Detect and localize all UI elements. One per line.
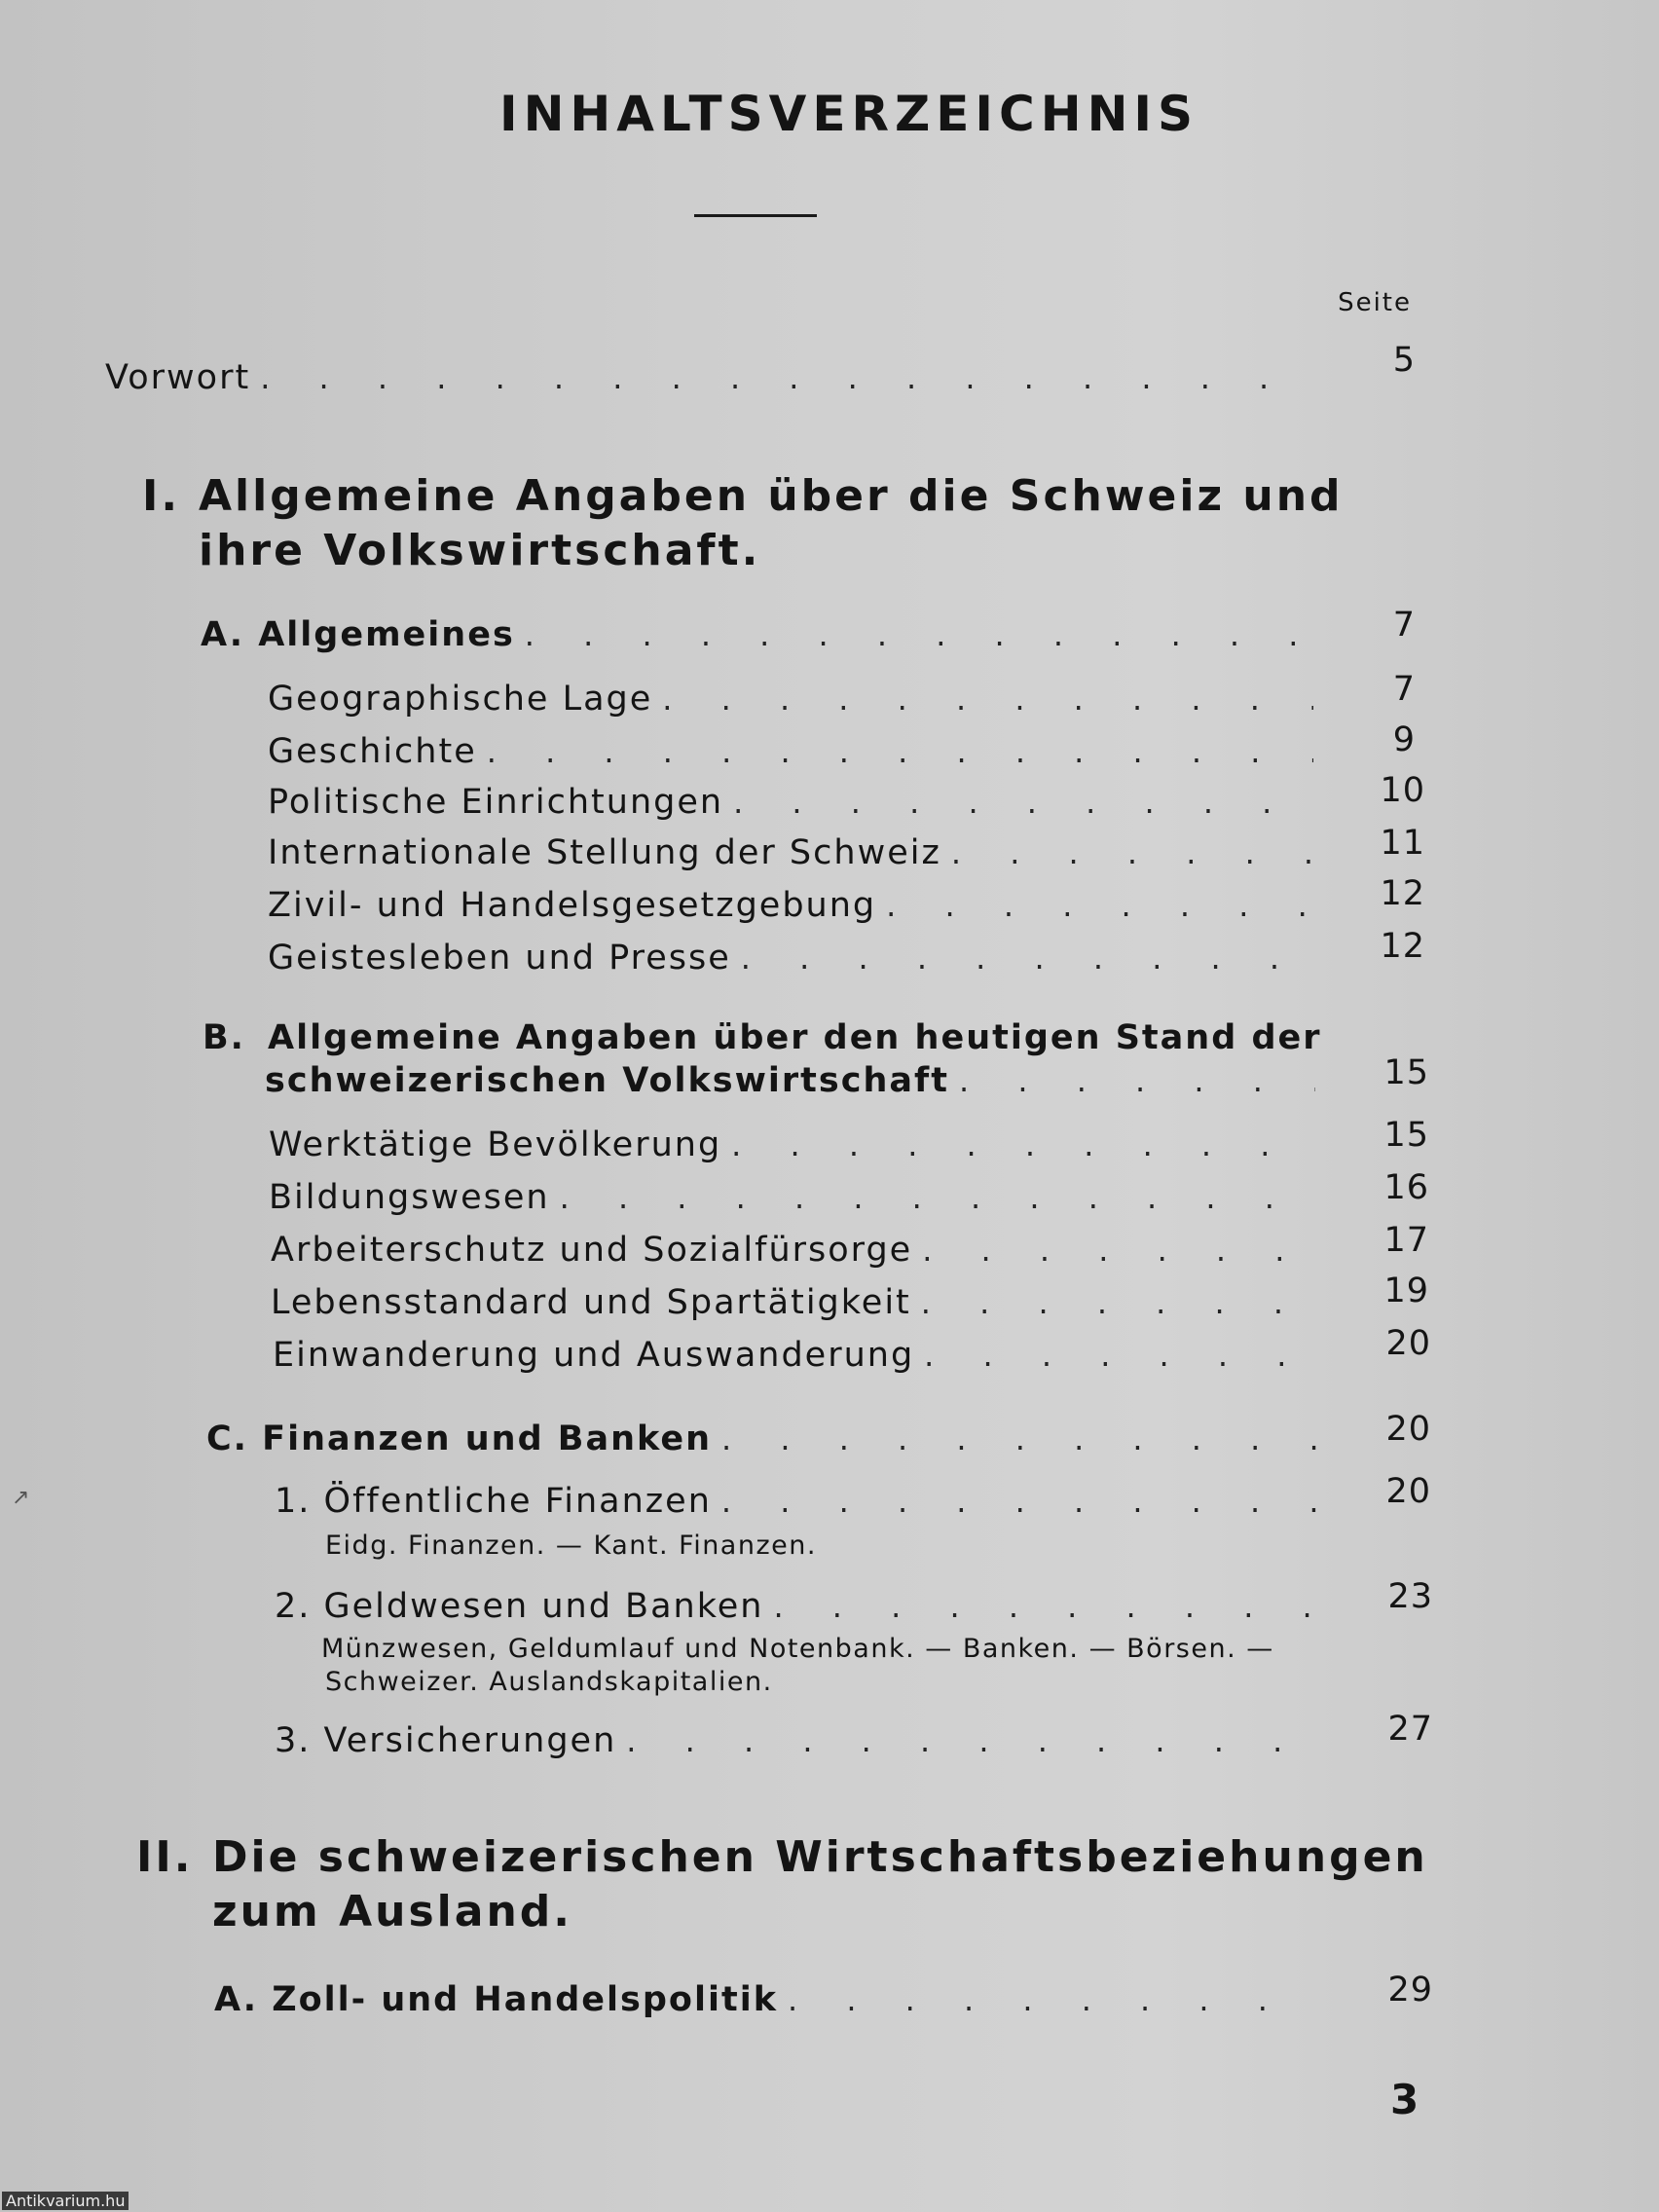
- toc-entry: [268, 680, 1319, 719]
- leader-dots: [773, 1588, 1316, 1625]
- page-title: INHALTSVERZEICHNIS: [498, 86, 1199, 142]
- entry-label: Arbeiterschutz und Sozialfürsorge: [271, 1231, 913, 1270]
- entry-label: Internationale Stellung der Schweiz: [268, 833, 941, 872]
- leader-dots: [924, 1337, 1314, 1374]
- page-ref: 15: [1383, 1053, 1429, 1092]
- toc-entry-section-ii-a: [214, 1980, 1322, 2019]
- part-title-line1: Die schweizerischen Wirtschaftsbeziehungen: [212, 1832, 1428, 1882]
- part-title-line2: zum Ausland.: [212, 1887, 572, 1936]
- title-rule: [694, 214, 817, 217]
- page-ref: 20: [1385, 1324, 1431, 1363]
- toc-entry: [271, 1231, 1320, 1270]
- page-ref: 27: [1387, 1710, 1433, 1749]
- leader-dots: [788, 1981, 1316, 2018]
- toc-entry: [268, 732, 1319, 771]
- entry-label: Geographische Lage: [268, 680, 653, 719]
- page-ref: 20: [1385, 1410, 1431, 1449]
- page-ref: 9: [1392, 720, 1416, 759]
- leader-dots: [487, 733, 1313, 770]
- leader-dots: [951, 834, 1313, 871]
- section-b-title-line2: schweizerischen Volkswirtschaft: [265, 1061, 949, 1100]
- entry-label: Geistesleben und Presse: [268, 939, 731, 977]
- leader-dots: [260, 359, 1307, 396]
- entry-label: Geschichte: [268, 732, 477, 771]
- leader-dots: [626, 1722, 1316, 1759]
- part-title-line2: ihre Volkswirtschaft.: [199, 526, 761, 575]
- page-ref: 7: [1392, 670, 1416, 709]
- entry-label: 2. Geldwesen und Banken: [275, 1587, 764, 1626]
- entry-subtopics: Eidg. Finanzen. — Kant. Finanzen.: [325, 1530, 817, 1561]
- page-ref: 23: [1387, 1577, 1433, 1616]
- section-b-letter: B.: [203, 1018, 245, 1057]
- entry-label: 1. Öffentliche Finanzen: [275, 1482, 712, 1521]
- page-ref: 12: [1380, 874, 1425, 913]
- leader-dots: [525, 616, 1314, 653]
- toc-entry-section-a: [201, 615, 1320, 654]
- entry-label: Werktätige Bevölkerung: [269, 1125, 722, 1164]
- leader-dots: [921, 1284, 1314, 1321]
- entry-label: Politische Einrichtungen: [268, 783, 724, 822]
- toc-entry: [268, 783, 1319, 822]
- section-b-title-line1: Allgemeine Angaben über den heutigen Stand der: [268, 1018, 1322, 1057]
- entry-subtopics: Münzwesen, Geldumlauf und Notenbank. — Banken. — Börsen. —: [321, 1634, 1274, 1664]
- toc-entry-section-c: [206, 1419, 1322, 1458]
- toc-entry: [275, 1587, 1322, 1626]
- entry-label: Bildungswesen: [269, 1178, 550, 1217]
- entry-label: A. Allgemeines: [201, 615, 515, 654]
- entry-label: A. Zoll- und Handelspolitik: [214, 1980, 778, 2019]
- page-number: 3: [1390, 2076, 1419, 2123]
- part-title-line1: Allgemeine Angaben über die Schweiz und: [199, 471, 1344, 521]
- toc-entry: [268, 833, 1319, 872]
- page-ref: 10: [1380, 771, 1425, 810]
- leader-dots: [959, 1062, 1315, 1099]
- toc-entry: [275, 1482, 1322, 1521]
- margin-mark: ↗: [12, 1486, 30, 1510]
- page-ref: 16: [1383, 1168, 1429, 1207]
- leader-dots: [721, 1420, 1316, 1457]
- leader-dots: [731, 1126, 1314, 1163]
- page-ref: 11: [1380, 824, 1425, 863]
- page-ref: 5: [1392, 341, 1416, 380]
- toc-entry: [271, 1283, 1320, 1322]
- watermark: Antikvarium.hu: [2, 2192, 129, 2210]
- leader-dots: [922, 1232, 1314, 1269]
- part-numeral: I.: [142, 471, 181, 521]
- page-ref: 19: [1383, 1272, 1429, 1310]
- toc-entry-vorwort: [105, 358, 1312, 397]
- entry-subtopics: Schweizer. Auslandskapitalien.: [325, 1667, 773, 1697]
- page-ref: 20: [1385, 1472, 1431, 1511]
- entry-label: Einwanderung und Auswanderung: [273, 1336, 915, 1375]
- entry-label: C. Finanzen und Banken: [206, 1419, 713, 1458]
- entry-label: Zivil- und Handelsgesetzgebung: [268, 886, 877, 925]
- leader-dots: [741, 940, 1313, 977]
- part-numeral: II.: [136, 1832, 194, 1882]
- page-ref: 15: [1383, 1116, 1429, 1155]
- leader-dots: [721, 1483, 1316, 1520]
- page-ref: 17: [1383, 1221, 1429, 1260]
- seite-column-label: Seite: [1338, 288, 1412, 317]
- page-ref: 29: [1387, 1971, 1433, 2009]
- entry-label: 3. Versicherungen: [275, 1721, 617, 1760]
- toc-entry: [269, 1178, 1320, 1217]
- toc-entry: [268, 886, 1319, 925]
- toc-entry: [275, 1721, 1322, 1760]
- toc-entry-section-b: [265, 1061, 1321, 1100]
- leader-dots: [886, 887, 1313, 924]
- page-ref: 12: [1380, 927, 1425, 966]
- leader-dots: [733, 784, 1313, 821]
- toc-entry: [273, 1336, 1320, 1375]
- leader-dots: [560, 1179, 1314, 1216]
- leader-dots: [662, 681, 1313, 718]
- toc-entry: [269, 1125, 1320, 1164]
- entry-label: Vorwort: [105, 358, 251, 397]
- toc-entry: [268, 939, 1319, 977]
- page-ref: 7: [1392, 606, 1416, 645]
- entry-label: Lebensstandard und Spartätigkeit: [271, 1283, 911, 1322]
